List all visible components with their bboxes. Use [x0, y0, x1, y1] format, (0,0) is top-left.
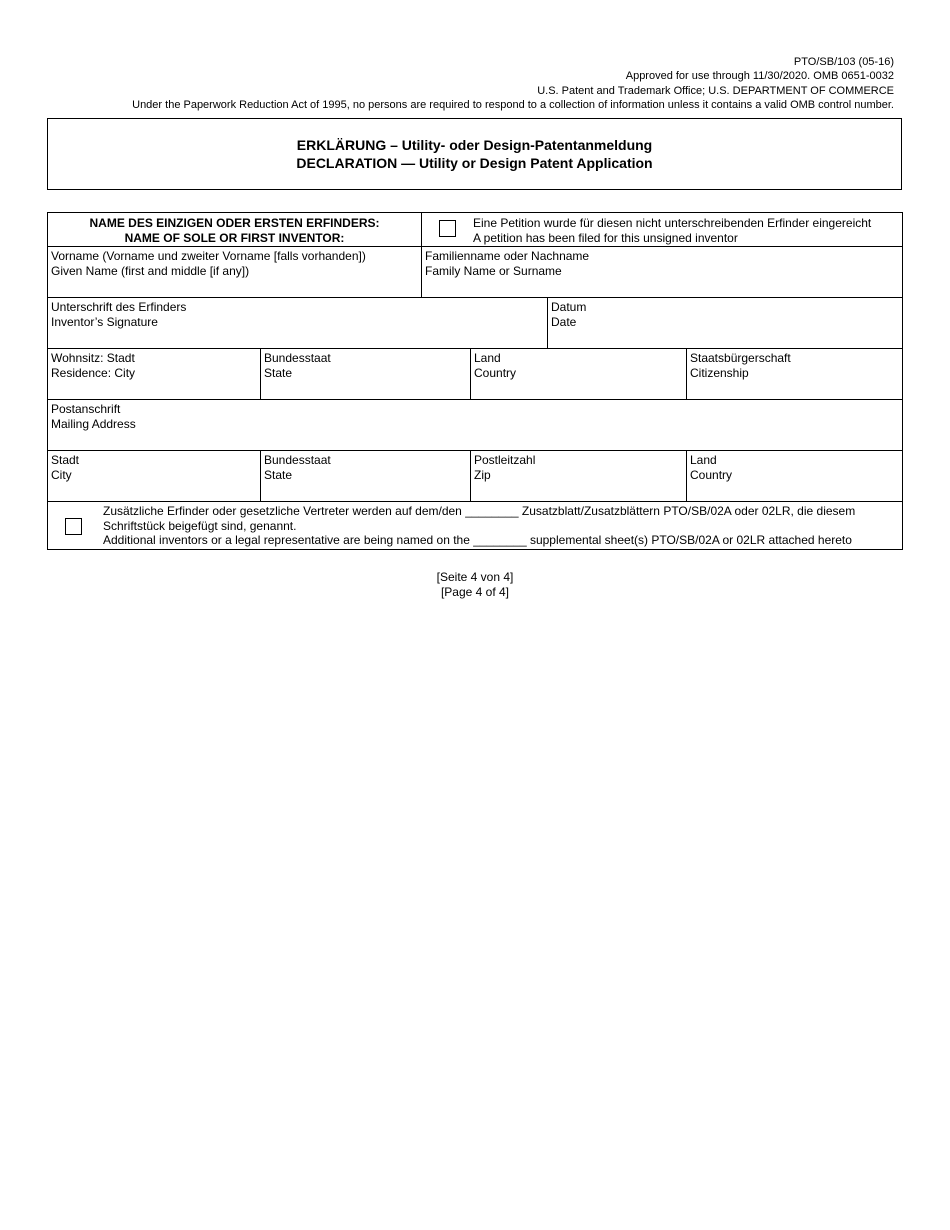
page-number-de: [Seite 4 von 4] [436, 570, 514, 584]
mailing-address-field[interactable] [48, 400, 902, 450]
date-field[interactable] [547, 298, 902, 348]
inventor-heading [48, 213, 421, 246]
additional-label-en: Additional inventors or a legal representative are being named on the ________ supplemental sheet(s) PTO/SB/02A or 02LR attached hereto [103, 533, 852, 547]
residence-row [48, 349, 902, 400]
signature-field[interactable] [48, 298, 547, 348]
zip-label-en: Zip [474, 467, 491, 482]
state-label-en: State [264, 467, 293, 482]
additional-inventors-label [103, 504, 855, 548]
agency-line: U.S. Patent and Trademark Office; U.S. DEPARTMENT OF COMMERCE [537, 84, 894, 97]
additional-label-de-1: Zusätzliche Erfinder oder gesetzliche Vertreter werden auf dem/den ________ Zusatzblatt/Zusatzblättern PTO/SB/02A oder 02LR, die diesem [103, 504, 856, 518]
title-english: DECLARATION — Utility or Design Patent Application [296, 154, 653, 171]
date-label-de: Datum [551, 300, 587, 314]
residence-country-label-de: Land [474, 351, 501, 365]
inventor-heading-de: NAME DES EINZIGEN ODER ERSTEN ERFINDERS: [89, 216, 380, 230]
page-number-en: [Page 4 of 4] [440, 584, 510, 599]
city-label-de: Stadt [51, 453, 80, 467]
inventor-heading-row [48, 213, 902, 247]
petition-label-de: Eine Petition wurde für diesen nicht unterschreibenden Erfinder eingereicht [473, 216, 872, 230]
omb-approval: Approved for use through 11/30/2020. OMB 0651-0032 [625, 70, 894, 83]
petition-label-en: A petition has been filed for this unsigned inventor [473, 230, 738, 245]
page-footer [0, 570, 950, 599]
form-header [74, 55, 894, 113]
mailing-label-en: Mailing Address [51, 416, 136, 431]
paperwork-notice: Under the Paperwork Reduction Act of 1995, no persons are required to respond to a collection of information unless it contains a valid OMB control number. [132, 99, 894, 112]
signature-label-de: Unterschrift des Erfinders [51, 300, 187, 314]
residence-country-field[interactable] [470, 349, 686, 399]
declaration-form [47, 212, 903, 550]
form-number: PTO/SB/103 (05-16) [793, 56, 894, 68]
residence-country-label-en: Country [474, 365, 517, 380]
petition-cell [421, 213, 902, 246]
date-label-en: Date [551, 314, 577, 329]
additional-label-de-2: Schriftstück beigefügt sind, genannt. [103, 518, 297, 533]
mailing-row [48, 400, 902, 451]
family-name-field[interactable] [421, 247, 902, 297]
zip-field[interactable] [470, 451, 686, 501]
citizenship-field[interactable] [686, 349, 902, 399]
signature-row [48, 298, 902, 349]
city-label-en: City [51, 467, 72, 482]
title-box [47, 118, 902, 190]
title-german: ERKLÄRUNG – Utility- oder Design-Patentanmeldung [296, 137, 653, 153]
country-field[interactable] [686, 451, 902, 501]
address-row [48, 451, 902, 502]
citizenship-label-en: Citizenship [690, 365, 749, 380]
inventor-heading-en: NAME OF SOLE OR FIRST INVENTOR: [124, 230, 345, 245]
residence-state-field[interactable] [260, 349, 470, 399]
residence-city-field[interactable] [48, 349, 260, 399]
name-row [48, 247, 902, 298]
citizenship-label-de: Staatsbürgerschaft [690, 351, 791, 365]
country-label-en: Country [690, 467, 733, 482]
given-name-field[interactable] [48, 247, 421, 297]
residence-state-label-en: State [264, 365, 293, 380]
signature-label-en: Inventor’s Signature [51, 314, 158, 329]
additional-inventors-row [48, 502, 902, 549]
petition-label [473, 215, 871, 245]
state-field[interactable] [260, 451, 470, 501]
family-name-label-de: Familienname oder Nachname [425, 249, 590, 263]
city-field[interactable] [48, 451, 260, 501]
petition-checkbox[interactable] [439, 220, 456, 237]
residence-state-label-de: Bundesstaat [264, 351, 331, 365]
mailing-label-de: Postanschrift [51, 402, 121, 416]
zip-label-de: Postleitzahl [474, 453, 536, 467]
additional-inventors-checkbox[interactable] [65, 518, 82, 535]
given-name-label-en: Given Name (first and middle [if any]) [51, 263, 250, 278]
country-label-de: Land [690, 453, 717, 467]
residence-city-label-de: Wohnsitz: Stadt [51, 351, 135, 365]
family-name-label-en: Family Name or Surname [425, 263, 562, 278]
state-label-de: Bundesstaat [264, 453, 331, 467]
residence-city-label-en: Residence: City [51, 365, 136, 380]
given-name-label-de: Vorname (Vorname und zweiter Vorname [falls vorhanden]) [51, 249, 366, 263]
